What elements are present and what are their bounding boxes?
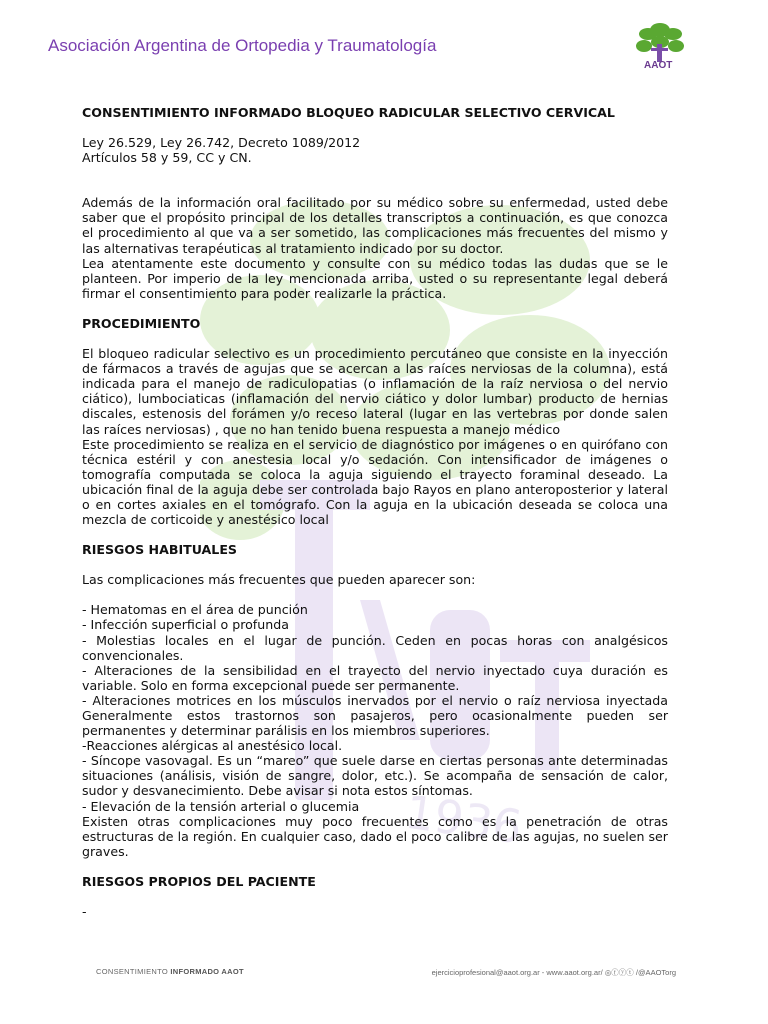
articles-reference: Artículos 58 y 59, CC y CN.	[82, 150, 252, 166]
intro-paragraph-2: Lea atentamente este documento y consulte con su médico todas las dudas que se le planteen. Por imperio de la ley mencionada arriba, usted o su representante legal deberá firmar el consentimiento para poder realizarle la práctica.	[82, 255, 668, 301]
risk-item: - Elevación de la tensión arterial o glucemia	[82, 798, 360, 814]
risks-closing-paragraph: Existen otras complicaciones muy poco frecuentes como es la penetración de otras estructuras de la región. En cualquier caso, dado el poco calibre de las agujas, no suelen ser graves.	[82, 813, 668, 859]
risk-item: - Alteraciones motrices en los músculos inervados por el nervio o raíz nerviosa inyectada Generalmente estos trastornos son pasajeros, pero ocasionalmente pueden ser permanentes y determinar parálisis en los miembros superiores.	[82, 692, 668, 739]
risks-intro: Las complicaciones más frecuentes que pueden aparecer son:	[82, 572, 476, 588]
intro-paragraph: Además de la información oral facilitado por su médico sobre su enfermedad, usted debe saber que el propósito principal de los detalles transcriptos a continuación, es que conozca el procedimiento al que va a ser sometido, las complicaciones más frecuentes del mismo y las alternativas terapéuticas al tratamiento indicado por su doctor.	[82, 195, 668, 256]
risk-item: -Reacciones alérgicas al anestésico local.	[82, 738, 343, 754]
patient-risk-item: -	[82, 904, 87, 920]
section-heading-riesgos-propios: RIESGOS PROPIOS DEL PACIENTE	[82, 873, 316, 889]
section-heading-procedimiento: PROCEDIMIENTO	[82, 315, 201, 331]
document-body	[82, 105, 668, 919]
organization-name: Asociación Argentina de Ortopedia y Traumatología	[48, 36, 437, 55]
risk-item: - Alteraciones de la sensibilidad en el trayecto del nervio inyectado cuya duración es variable. Solo en forma excepcional puede ser permanente.	[82, 662, 668, 693]
risk-item: - Hematomas en el área de punción	[82, 602, 308, 618]
procedure-paragraph: El bloqueo radicular selectivo es un procedimiento percutáneo que consiste en la inyección de fármacos a través de agujas que se acercan a las raíces nerviosas de la columna), está indicada para el manejo de radiculopatias (o inflamación de la raíz nerviosa o del nervio ciático), lumbociaticas (inflamación del nervio ciático y dolor lumbar) producto de hernias discales, estenosis del forámen y/o receso lateral (lugar en las vertebras por donde salen las raíces nerviosas) , que no han tenido buena respuesta a manejo médico	[82, 346, 668, 437]
procedure-paragraph-2: Este procedimiento se realiza en el servicio de diagnóstico por imágenes o en quirófano con técnica estéril y con anestesia local y/o sedación. Con intensificador de imágenes o tomografía computada se coloca la aguja siguiendo el trayecto foraminal deseado. La ubicación final de la aguja debe ser controlada bajo Rayos en plano anteroposterior y lateral o en cortes axiales en el tomógrafo. Con la aguja en la ubicación deseada se coloca una mezcla de corticoide y anestésico local	[82, 436, 668, 528]
footer-label-bold: INFORMADO AAOT	[170, 967, 244, 976]
risk-item: - Síncope vasovagal. Es un “mareo” que suele darse en ciertas personas ante determinadas situaciones (análisis, visión de sangre, dolor, etc.). Se acompaña de sensación de calor, sudor y desvanecimiento. Debe avisar si nota estos síntomas.	[82, 753, 668, 799]
footer-contact: ejercicioprofesional@aaot.org.ar - www.aaot.org.ar/ ◎ⓕⓨⓣ /@AAOTorg	[431, 968, 676, 977]
document-title: CONSENTIMIENTO INFORMADO BLOQUEO RADICULAR SELECTIVO CERVICAL	[82, 105, 615, 120]
section-heading-riesgos: RIESGOS HABITUALES	[82, 542, 237, 558]
law-reference: Ley 26.529, Ley 26.742, Decreto 1089/2012	[82, 135, 361, 151]
footer-label-prefix: CONSENTIMIENTO	[96, 967, 168, 976]
logo-text: AAOT	[644, 60, 673, 71]
watermark-year: 1936	[401, 784, 526, 855]
risk-item: - Molestias locales en el lugar de punción. Ceden en pocas horas con analgésicos convencionales.	[82, 632, 668, 663]
risk-item: - Infección superficial o profunda	[82, 617, 289, 633]
footer-label	[96, 967, 244, 976]
